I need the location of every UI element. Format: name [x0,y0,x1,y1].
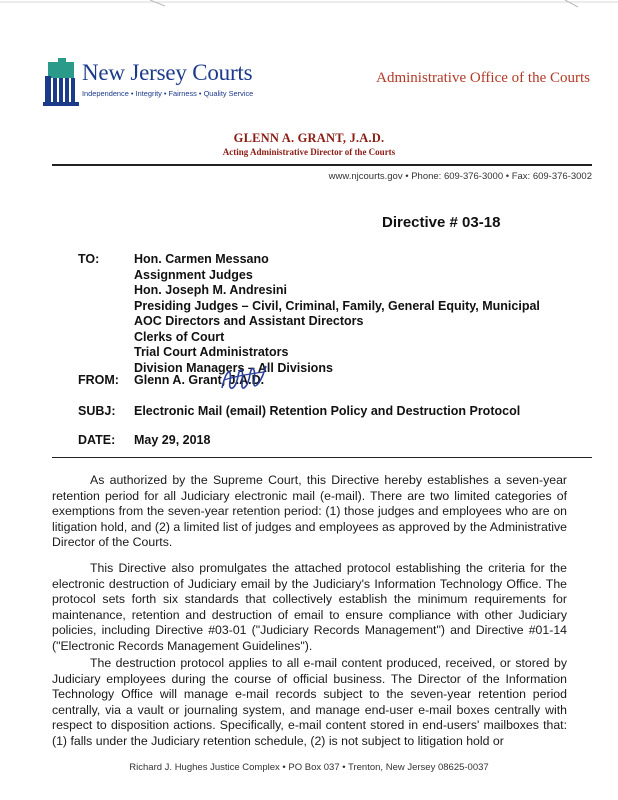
body-paragraph-3: The destruction protocol applies to all e-mail content produced, received, or stored by Judiciary employees during the course of official business. The Director of the Information Technology Office will manage e-mail records subject to the seven-year retention period centrally, via a vault or journaling system, and manage end-user e-mail boxes centrally with respect to disposition actions. Specifically, e-mail content stored in end-users' mailboxes that: (1) falls under the Judiciary retention schedule, (2) is not subject to litigation hold or [52,656,567,748]
recipient: Assignment Judges [134,267,253,282]
nj-courts-logo [42,56,262,112]
logo-tagline: Independence • Integrity • Fairness • Quality Service [82,89,254,98]
recipient: Clerks of Court [134,329,225,344]
footer-address: Richard J. Hughes Justice Complex • PO Box 037 • Trenton, New Jersey 08625-0037 [129,762,489,773]
logo-title: New Jersey Courts [82,60,253,85]
scan-edge-artifact [0,0,618,8]
recipient: Trial Court Administrators [134,345,289,359]
recipient: AOC Directors and Assistant Directors [134,314,364,328]
body-paragraph-1: As authorized by the Supreme Court, this Directive hereby establishes a seven-year retention period for all Judiciary electronic mail (e-mail). There are two limited categories of exemptions from the seven-year retention period: (1) those judges and employees who are on litigation hold, and (2) a limited list of judges and employees as approved by the Administrative Director of the Courts. [52,473,567,550]
from-label: FROM: [78,373,119,387]
handwritten-signature [218,362,270,396]
from-value: Glenn A. Grant, J.A.D. [134,373,265,387]
courthouse-emblem-icon [42,56,82,112]
header-divider [52,164,592,166]
recipient: Division Managers – All Divisions [134,360,333,375]
subj-value: Electronic Mail (email) Retention Policy and Destruction Protocol [134,404,521,418]
subj-label: SUBJ: [78,404,116,418]
director-title: Acting Administrative Director of the Courts [222,147,396,157]
date-label: DATE: [78,433,116,447]
recipient: Presiding Judges – Civil, Criminal, Family, General Equity, Municipal [134,298,540,313]
body-paragraph-2: This Directive also promulgates the attached protocol establishing the criteria for the electronic destruction of Judiciary email by the Judiciary's Information Technology Office. The protocol sets forth six standards that collectively establish the minimum requirements for maintenance, retention and destruction of email to ensure compliance with other Judiciary policies, including Directive #03-01 ("Judiciary Records Management") and Directive #01-14 ("Electronic Records Management Guidelines"). [52,561,567,653]
office-name: Administrative Office of the Courts [376,70,590,86]
recipient: Hon. Carmen Messano [134,252,269,266]
to-label: TO: [78,252,100,266]
contact-line: www.njcourts.gov • Phone: 609-376-3000 • Fax: 609-376-3002 [328,171,592,182]
date-value: May 29, 2018 [134,433,211,447]
to-recipients [134,252,540,376]
director-name: GLENN A. GRANT, J.A.D. [233,131,385,145]
memo-divider [52,457,592,458]
recipient: Hon. Joseph M. Andresini [134,283,288,297]
directive-number: Directive # 03-18 [382,214,501,231]
